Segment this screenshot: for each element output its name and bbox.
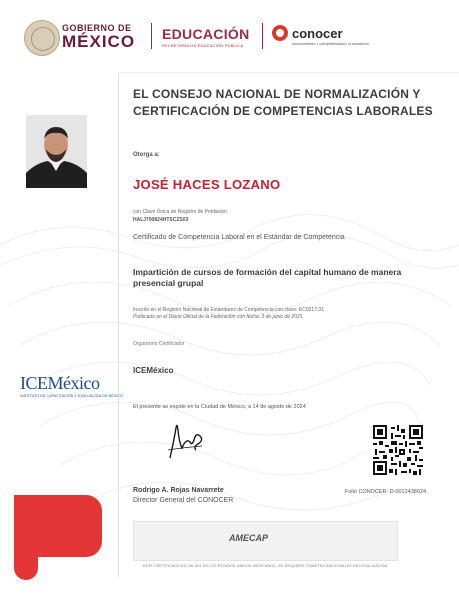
otorga-label: Otorga a: xyxy=(133,152,160,158)
educacion-logo: EDUCACIÓN xyxy=(162,26,250,42)
curp-label: con Clave Única de Registro de Población: xyxy=(133,209,229,215)
header-divider xyxy=(151,23,152,49)
educacion-sub: SECRETARÍA DE EDUCACIÓN PÚBLICA xyxy=(162,43,244,48)
seal-ring xyxy=(31,27,55,51)
gobierno-label: GOBIERNO DE xyxy=(62,23,132,33)
conocer-logo-inner xyxy=(276,29,284,37)
icem-logo: ICEMéxico xyxy=(20,373,100,393)
header xyxy=(0,0,459,62)
mexico-label: MÉXICO xyxy=(62,32,136,51)
decorative-red-shape-small xyxy=(14,552,38,580)
publication-text: Publicado en el Diario Oficial de la Federación con fecha: 3 de junio de 2021 xyxy=(133,314,303,320)
holder-name: JOSÉ HACES LOZANO xyxy=(133,177,281,192)
conocer-sub: conocimiento • competitividad • crecimiento xyxy=(292,41,369,46)
mexico-seal-icon xyxy=(24,20,60,56)
icem-logo-sub: INSTITUTO DE CAPACITACIÓN Y EVALUACIÓN DE MÉXICO xyxy=(20,394,123,398)
footer-note: ESTE CERTIFICADO ES VÁLIDO EN LOS ESTADOS UNIDOS MEXICANOS, NO REQUIERE TRÁMITES ADICIONALES DE LEGALIZACIÓN xyxy=(143,564,388,568)
signer-role: Director General del CONOCER xyxy=(133,497,234,504)
curp-value: HALJ790824HTSCZS03 xyxy=(133,217,189,223)
person-icon xyxy=(26,115,87,188)
folio-number: Folio CONOCER: D-0012438024 xyxy=(345,489,427,495)
standard-name: Impartición de cursos de formación del capital humano de manera presencial grupal xyxy=(133,267,402,288)
decorative-red-shape xyxy=(14,495,102,557)
certificate-type-label: Certificado de Competencia Laboral en el Estándar de Competencia xyxy=(133,234,345,241)
eagle-watermark xyxy=(0,205,459,535)
organism-label: Organismo Certificador xyxy=(133,341,185,347)
registry-text: Inscrito en el Registro Nacional de Estándares de Competencia con clave: EC0217.01 xyxy=(133,307,324,313)
holder-photo xyxy=(26,115,87,188)
certificate-title: EL CONSEJO NACIONAL DE NORMALIZACIÓN Y CERTIFICACIÓN DE COMPETENCIAS LABORALES xyxy=(133,87,433,118)
organism-name: ICEMéxico xyxy=(133,366,174,375)
amecap-logo: AMECAP xyxy=(229,533,269,543)
header-divider-2 xyxy=(262,23,263,49)
qr-code-icon xyxy=(373,425,423,475)
conocer-logo: conocer xyxy=(292,26,343,41)
signer-name: Rodrigo A. Rojas Navarrete xyxy=(133,487,224,494)
vertical-rule xyxy=(118,72,119,577)
top-rule xyxy=(118,72,459,73)
place-date: El presente se expide en la Ciudad de México, a 14 de agosto de 2024 xyxy=(133,404,306,410)
signature-icon xyxy=(160,420,210,460)
conocer-logo-icon xyxy=(272,25,288,41)
